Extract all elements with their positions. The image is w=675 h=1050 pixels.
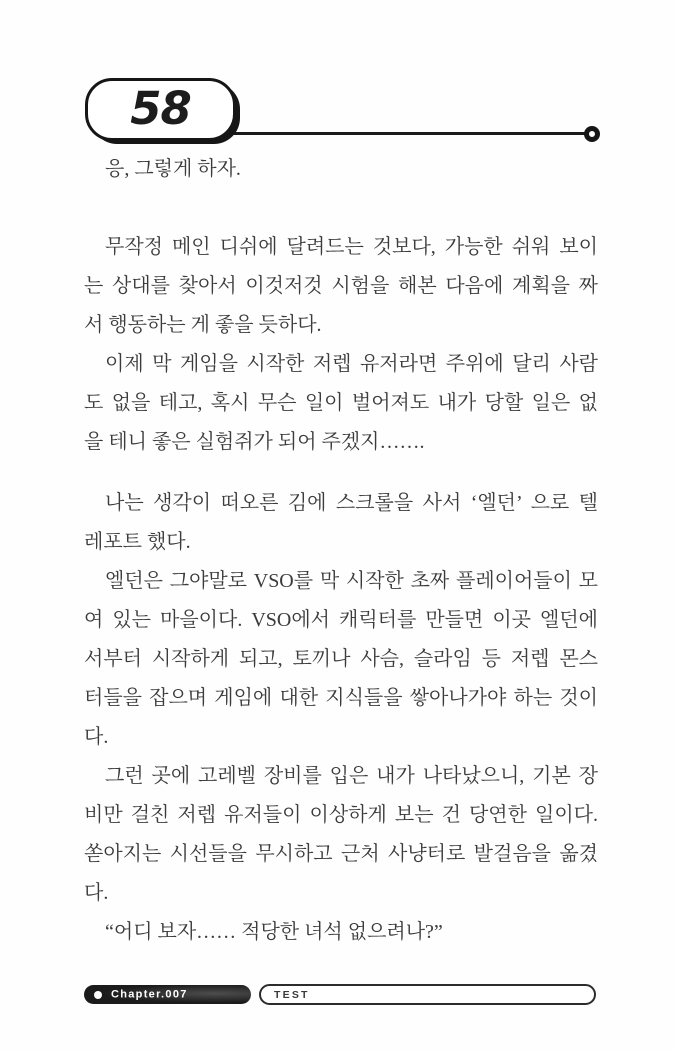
bullet-dot-icon	[94, 991, 102, 999]
text-line: 다.	[84, 726, 109, 748]
text-line: 엘던은 그야말로 VSO를 막 시작한 초짜 플레이어들이 모	[105, 570, 598, 592]
text-line: 터들을 잡으며 게임에 대한 지식들을 쌓아나가야 하는 것이	[84, 687, 598, 709]
text-line: 무작정 메인 디쉬에 달려드는 것보다, 가능한 쉬워 보이	[105, 236, 598, 258]
paragraph	[84, 484, 598, 562]
section-badge	[259, 984, 596, 1005]
text-line: “어디 보자…… 적당한 녀석 없으려나?”	[105, 921, 443, 943]
header-rule-line	[225, 132, 587, 135]
text-line: 레포트 했다.	[84, 531, 191, 553]
text-line: 다.	[84, 882, 109, 904]
text-line: 그런 곳에 고레벨 장비를 입은 내가 나타났으니, 기본 장	[105, 765, 598, 787]
paragraph	[84, 757, 598, 913]
text-line: 비만 걸친 저렙 유저들이 이상하게 보는 건 당연한 일이다.	[84, 804, 598, 826]
text-line: 나는 생각이 떠오른 김에 스크롤을 사서 ‘엘던’ 으로 텔	[105, 492, 598, 514]
text-line: 여 있는 마을이다. VSO에서 캐릭터를 만들면 이곳 엘던에	[84, 609, 598, 631]
paragraph	[84, 562, 598, 757]
section-label: TEST	[274, 988, 310, 1001]
paragraph	[84, 228, 598, 345]
page-number: 58	[130, 82, 191, 135]
text-line: 이제 막 게임을 시작한 저렙 유저라면 주위에 달리 사람	[105, 353, 598, 375]
chapter-badge	[84, 985, 251, 1004]
chapter-label: Chapter.007	[111, 988, 188, 1000]
header-ring-icon	[584, 126, 600, 142]
text-line: 는 상대를 찾아서 이것저것 시험을 해본 다음에 계획을 짜	[84, 275, 598, 297]
paragraph	[84, 345, 598, 462]
body-text	[84, 150, 598, 952]
page-number-pill	[85, 78, 236, 141]
paragraph	[84, 913, 598, 952]
text-line: 도 없을 테고, 혹시 무슨 일이 벌어져도 내가 당할 일은 없	[84, 392, 598, 414]
text-line: 서부터 시작하게 되고, 토끼나 사슴, 슬라임 등 저렙 몬스	[84, 648, 598, 670]
text-line: 쏟아지는 시선들을 무시하고 근처 사냥터로 발걸음을 옮겼	[84, 843, 598, 865]
text-line: 서 행동하는 게 좋을 듯하다.	[84, 314, 322, 336]
text-line: 응, 그렇게 하자.	[105, 158, 241, 180]
paragraph	[84, 150, 598, 189]
text-line: 을 테니 좋은 실험쥐가 되어 주겠지…….	[84, 431, 425, 453]
